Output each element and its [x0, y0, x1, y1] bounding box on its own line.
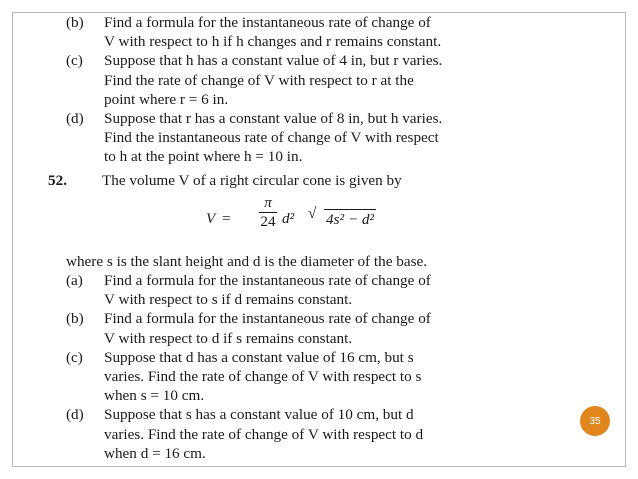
formula-lhs: V	[206, 209, 216, 227]
part-text-line: Suppose that s has a constant value of 10 cm, but d	[104, 406, 414, 424]
part-text-line: V with respect to h if h changes and r remains constant.	[104, 33, 442, 51]
exercise-part	[54, 309, 554, 347]
part-text-line: Suppose that d has a constant value of 16 cm, but s	[104, 348, 414, 366]
exercise-part	[54, 51, 554, 109]
part-text-line: point where r = 6 in.	[104, 90, 229, 108]
part-text	[104, 109, 554, 167]
square-root-sign: √	[308, 204, 317, 222]
problem-items	[54, 271, 554, 463]
part-text-line: Find a formula for the instantaneous rate of change of	[104, 14, 431, 31]
part-text-line: varies. Find the rate of change of V with respect to d	[104, 425, 424, 443]
part-text-line: Find the rate of change of V with respect to r at the	[104, 71, 414, 89]
exercise-part	[54, 13, 554, 51]
part-label: (c)	[66, 52, 83, 70]
part-label: (d)	[66, 406, 84, 424]
problem-description: where s is the slant height and d is the diameter of the base.	[66, 252, 428, 270]
part-text	[104, 51, 554, 109]
formula-fraction	[258, 194, 278, 231]
part-text-line: Suppose that h has a constant value of 4 in, but r varies.	[104, 52, 443, 70]
part-label: (d)	[66, 110, 84, 128]
part-text-line: when s = 10 cm.	[104, 387, 205, 405]
part-label: (c)	[66, 348, 83, 366]
part-text	[104, 309, 554, 347]
part-text-line: V with respect to s if d remains constant.	[104, 291, 353, 309]
textbook-excerpt	[48, 13, 554, 463]
continued-items	[54, 13, 554, 167]
part-label: (b)	[66, 14, 84, 31]
formula-equals: =	[222, 209, 231, 227]
formula-factor: d²	[282, 209, 295, 227]
part-text	[104, 405, 554, 463]
page-number-badge: 35	[580, 406, 610, 436]
part-text-line: Suppose that r has a constant value of 8 in, but h varies.	[104, 110, 443, 128]
part-text	[104, 13, 554, 51]
cone-volume-formula	[54, 194, 554, 244]
exercise-part	[54, 271, 554, 309]
part-text-line: Find a formula for the instantaneous rate of change of	[104, 310, 431, 328]
fraction-numerator: π	[264, 193, 272, 211]
exercise-part	[54, 109, 554, 167]
part-text-line: to h at the point where h = 10 in.	[104, 148, 303, 166]
part-text	[104, 271, 554, 309]
problem-number: 52.	[48, 171, 67, 189]
part-text-line: varies. Find the rate of change of V with respect to s	[104, 368, 422, 386]
part-label: (a)	[66, 272, 83, 290]
problem-52	[48, 171, 554, 190]
exercise-part	[54, 405, 554, 463]
part-text-line: when d = 16 cm.	[104, 444, 206, 462]
part-text-line: Find a formula for the instantaneous rate of change of	[104, 272, 431, 290]
part-text-line: Find the instantaneous rate of change of V with respect	[104, 129, 439, 147]
problem-statement: The volume V of a right circular cone is given by	[102, 171, 402, 189]
part-text	[104, 348, 554, 406]
part-label: (b)	[66, 310, 84, 328]
exercise-part	[54, 348, 554, 406]
part-text-line: V with respect to d if s remains constant.	[104, 329, 353, 347]
formula-radicand: 4s² − d²	[326, 210, 375, 228]
fraction-denominator: 24	[260, 212, 276, 230]
